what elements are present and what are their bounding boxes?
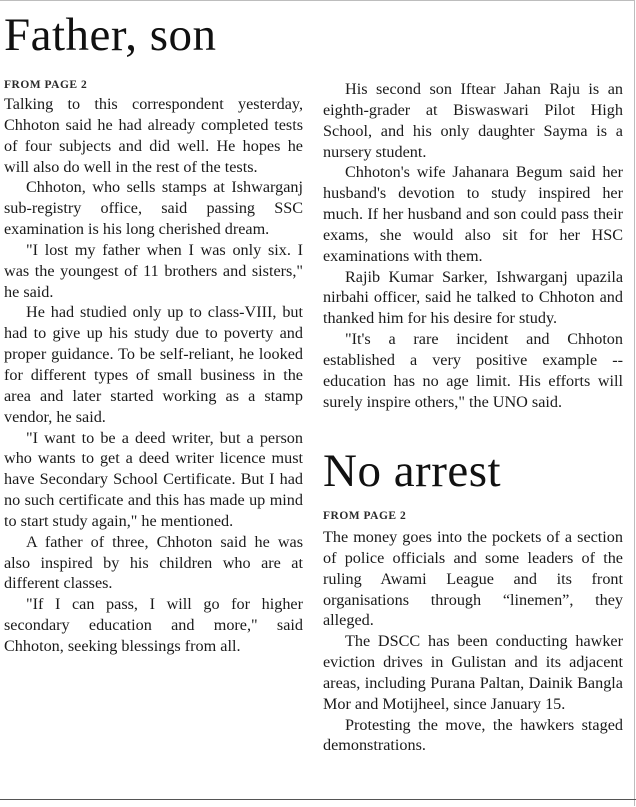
article-2-paragraph: Protesting the move, the hawkers staged demonstrations. (323, 715, 623, 755)
bottom-rule (0, 799, 636, 800)
article-2-kicker: FROM PAGE 2 (323, 510, 407, 522)
article-1-paragraph: His second son Iftear Jahan Raju is an eighth-grader at Biswaswari Pilot High School, and his only daughter Sayma is a nursery student. (323, 80, 623, 161)
article-2-body (323, 527, 623, 756)
article-1-column-2 (323, 79, 623, 413)
article-1-paragraph: "I lost my father when I was only six. I was the youngest of 11 brothers and sisters," he said. (4, 240, 303, 301)
article-1-paragraph: "If I can pass, I will go for higher secondary education and more," said Chhoton, seeking blessings from all. (4, 595, 303, 655)
article-1-column-1 (4, 94, 303, 657)
article-2-paragraph: The DSCC has been conducting hawker eviction drives in Gulistan and its adjacent areas, including Purana Paltan, Dainik Bangla Mor and Motijheel, since January 15. (323, 632, 623, 713)
article-1-paragraph: "I want to be a deed writer, but a person who wants to get a deed writer licence must have Secondary School Certificate. But I had no such certificate and this has made up mind to start study again," he mentioned. (4, 428, 303, 530)
article-1-headline: Father, son (4, 9, 217, 61)
article-1-paragraph: "It's a rare incident and Chhoton established a very positive example -- education has no age limit. His efforts will surely inspire others," the UNO said. (323, 330, 623, 411)
article-1-paragraph: A father of three, Chhoton said he was also inspired by his children who are at different classes. (4, 532, 303, 593)
article-2-paragraph: The money goes into the pockets of a section of police officials and some leaders of the ruling Awami League and its front organisations through “linemen”, they alleged. (323, 528, 623, 630)
article-1-paragraph: Rajib Kumar Sarker, Ishwarganj upazila nirbahi officer, said he talked to Chhoton and thanked him for his desire for study. (323, 267, 623, 328)
article-2-headline: No arrest (323, 445, 502, 497)
article-1-paragraph: Chhoton's wife Jahanara Begum said her husband's devotion to study inspired her much. If her husband and son could pass their exams, she would also sit for her HSC examinations with them. (323, 163, 623, 265)
article-1-paragraph: Talking to this correspondent yesterday, Chhoton said he had already completed tests of four subjects and did well. He hopes he will also do well in the rest of the tests. (4, 95, 303, 176)
article-1-kicker: FROM PAGE 2 (4, 79, 88, 91)
article-1-paragraph: Chhoton, who sells stamps at Ishwarganj sub-registry office, said passing SSC examination is his long cherished dream. (4, 178, 303, 239)
article-1-paragraph: He had studied only up to class-VIII, but had to give up his study due to poverty and proper guidance. To be self-reliant, he looked for different types of small business in the area and later started working as a stamp vendor, he said. (4, 303, 303, 426)
